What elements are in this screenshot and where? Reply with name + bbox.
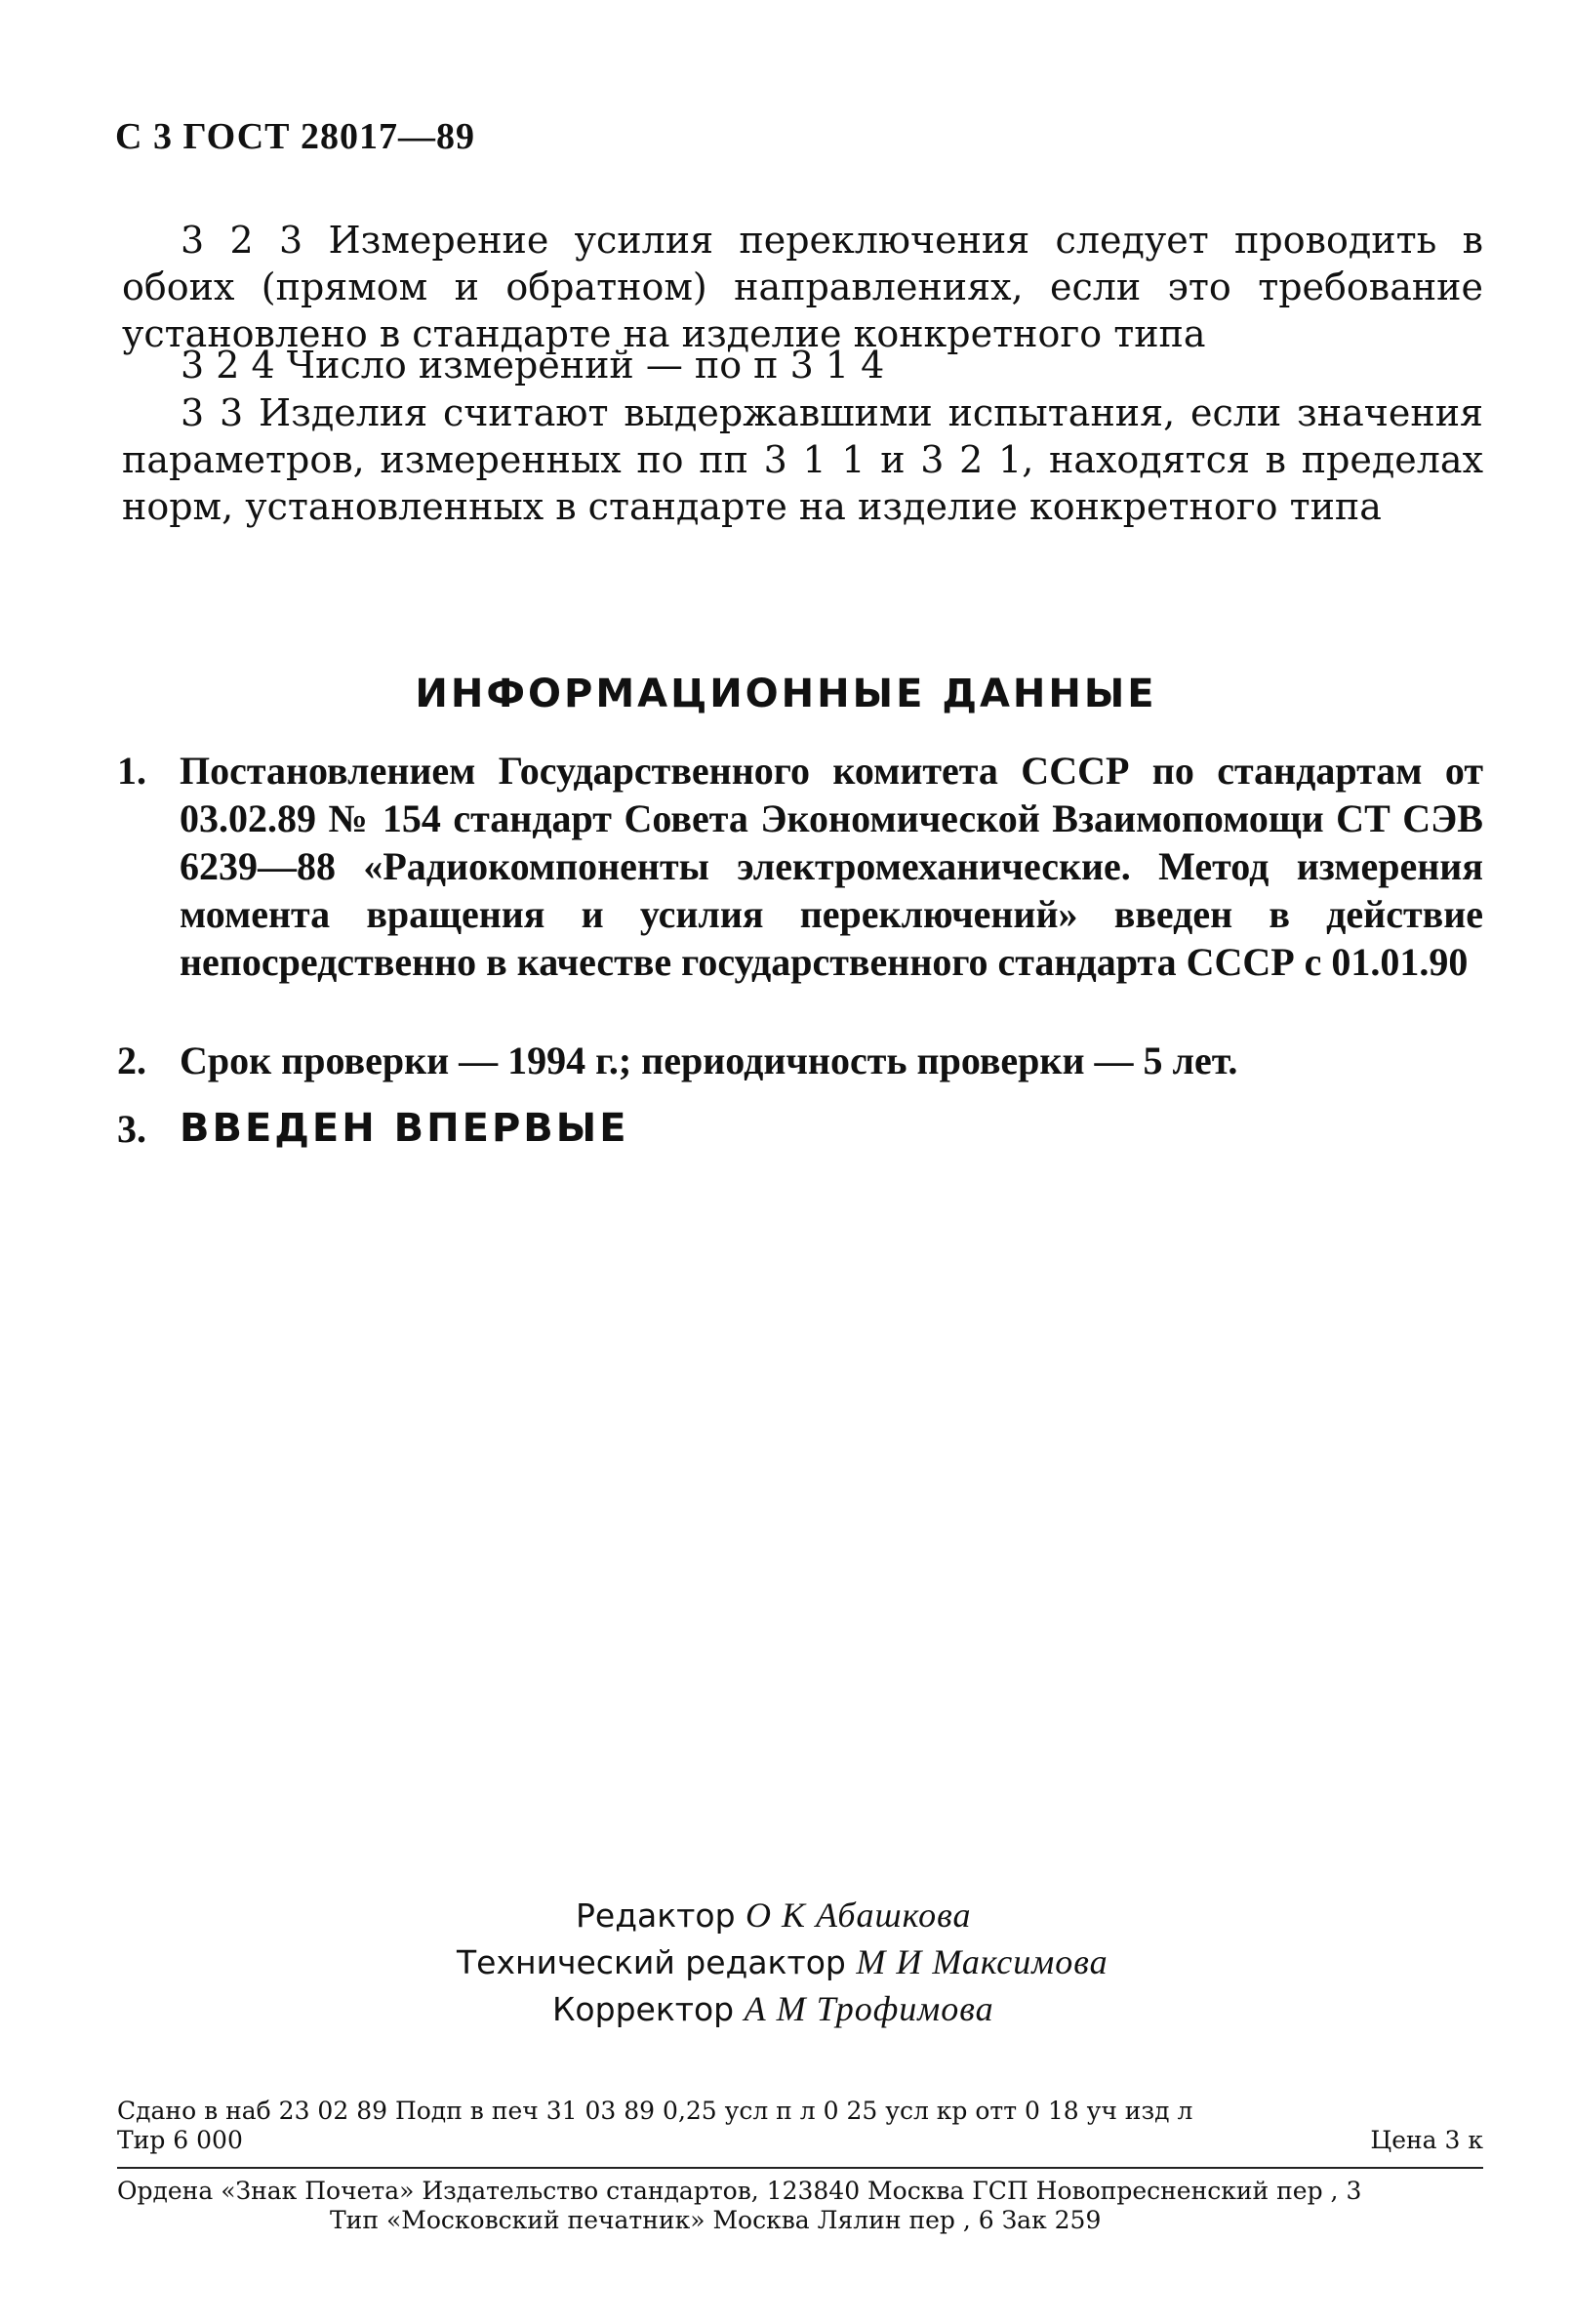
corrector-role: Корректор [552,1990,735,2028]
publisher-line: Ордена «Знак Почета» Издательство стандартов, 123840 Москва ГСП Новопресненский пер , 3 [117,2177,1362,2205]
imprint-divider [117,2167,1483,2169]
info-item-number: 3. [117,1107,146,1151]
info-item-number: 2. [117,1039,146,1082]
imprint-circulation: Тир 6 000 [117,2126,243,2154]
tech-editor-name: М И Максимова [856,1942,1108,1981]
info-item-2 [117,1037,1483,1084]
info-section-title: ИНФОРМАЦИОННЫЕ ДАННЫЕ [415,672,1157,716]
credit-corrector [552,1985,994,2033]
editor-name: О К Абашкова [746,1896,972,1935]
info-item-3 [117,1105,1483,1153]
clause-3-2-3-text: 3 2 3 Измерение усилия переключения следует проводить в обоих (прямом и обратном) направлениях, если это требование установлено в стандарте на изделие конкретного типа [122,219,1483,355]
clause-3-2-3 [122,217,1483,357]
imprint-row-1 [117,2097,1483,2126]
tech-editor-role: Технический редактор [457,1943,846,1981]
corrector-name: А М Трофимова [744,1989,994,2028]
page-header: С 3 ГОСТ 28017—89 [115,116,475,157]
clause-3-2-4 [122,342,1483,388]
clause-3-2-4-text: 3 2 4 Число измерений — по п 3 1 4 [181,344,885,387]
imprint-row-2 [117,2126,1483,2155]
clause-3-3-text: 3 3 Изделия считают выдержавшими испытания, если значения параметров, измеренных по пп 3 1 1 и 3 2 1, находятся в пределах норм, установленных в стандарте на изделие конкретного типа [122,391,1483,528]
imprint-print-data [117,2097,1483,2155]
imprint-publisher [117,2177,1483,2235]
info-item-1 [117,747,1483,986]
clause-3-3 [122,389,1483,530]
editor-role: Редактор [576,1896,736,1935]
info-item-number: 1. [117,749,146,793]
info-item-text: Постановлением Государственного комитета СССР по стандартам от 03.02.89 № 154 стандарт Совета Экономической Взаимопомощи СТ СЭВ 6239—88 «Радиокомпоненты электромеханические. Метод измерения момента вращения и усилия переключений» введен в действие непосредственно в качестве государственного стандарта СССР с 01.01.90 [180,749,1483,984]
imprint-price: Цена 3 к [1370,2126,1483,2154]
credit-tech-editor [457,1938,1108,1986]
info-item-text: Срок проверки — 1994 г.; периодичность проверки — 5 лет. [180,1039,1238,1082]
printer-line: Тип «Московский печатник» Москва Лялин пер , 6 Зак 259 [330,2206,1102,2234]
imprint-dates: Сдано в наб 23 02 89 Подп в печ 31 03 89 0,25 усл п л 0 25 усл кр отт 0 18 уч изд л [117,2097,1193,2125]
info-item-text: ВВЕДЕН ВПЕРВЫЕ [180,1106,629,1151]
credit-editor [576,1892,972,1939]
